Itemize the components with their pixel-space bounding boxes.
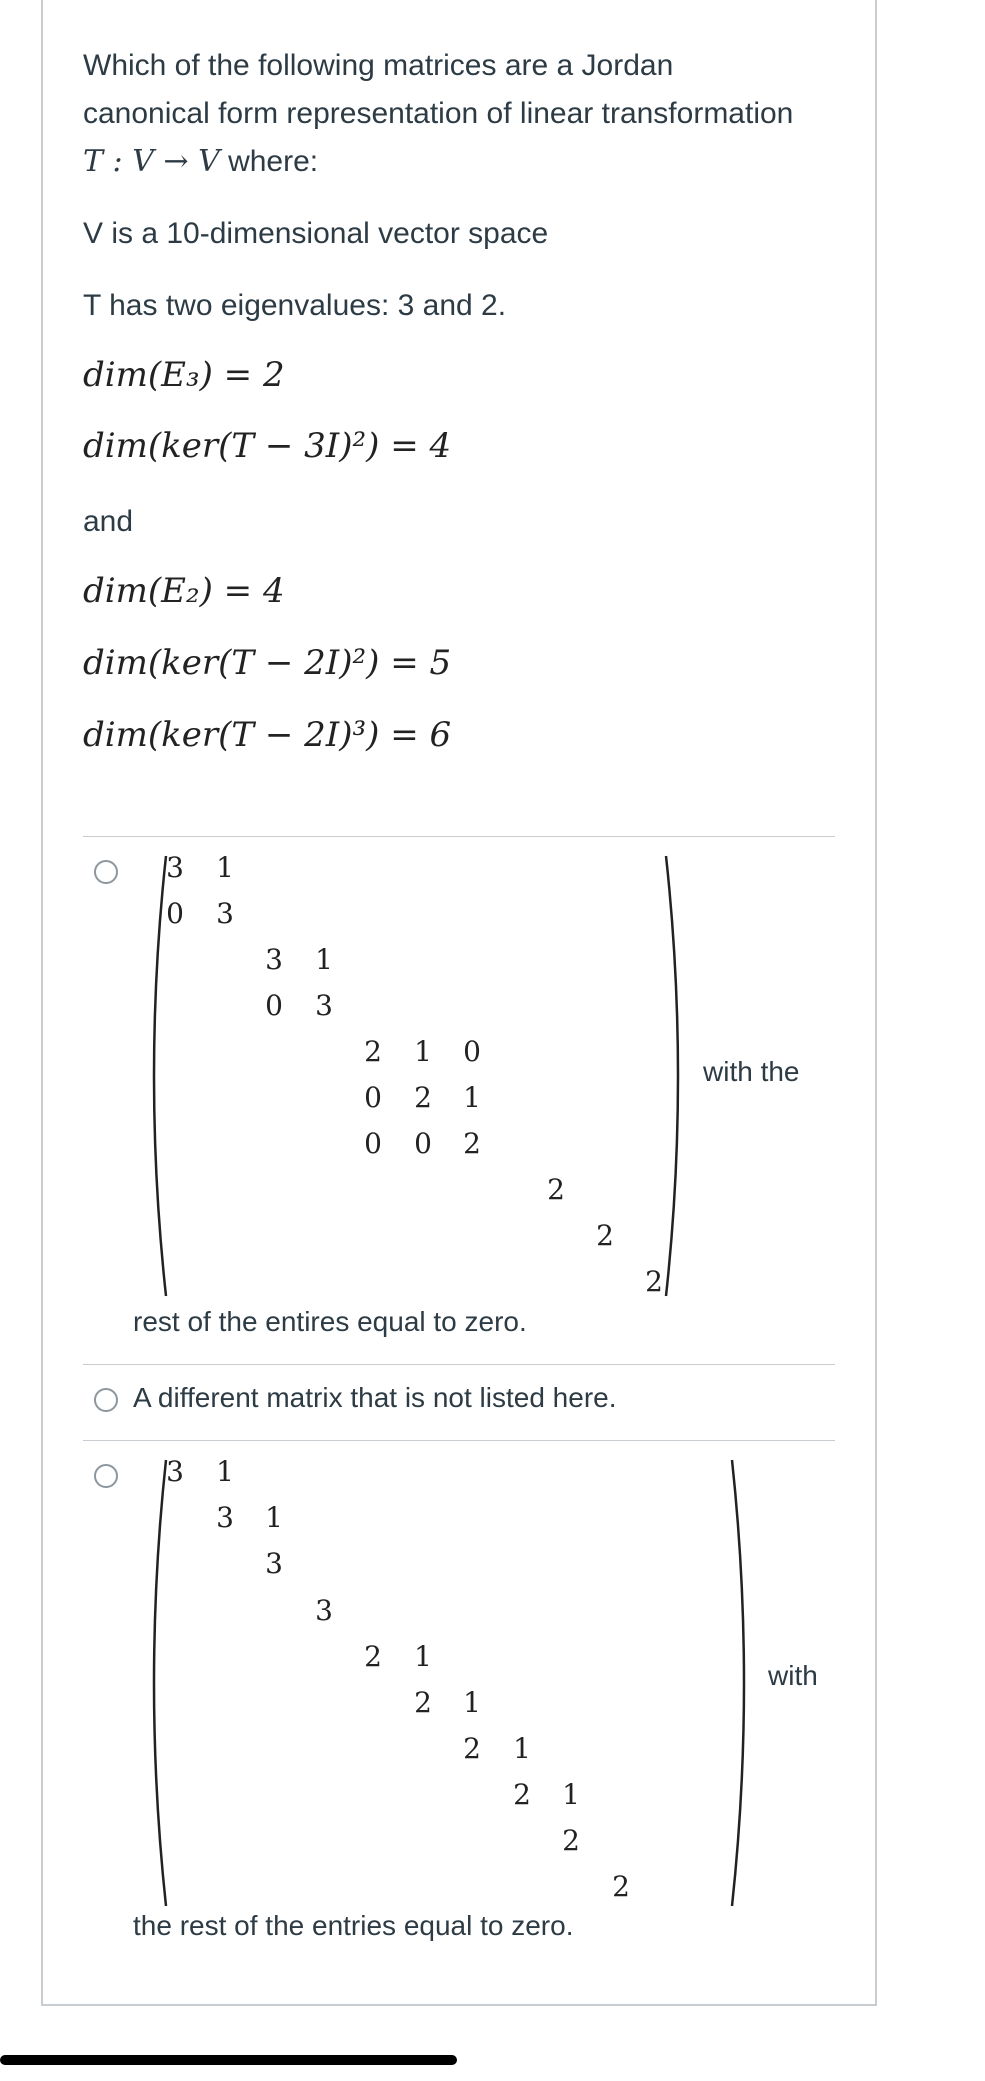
matrix-entry: 2 [463, 1127, 481, 1160]
matrix-entry: 1 [216, 1455, 234, 1488]
matrix-entry: 1 [265, 1501, 283, 1534]
equation-ker-2-sq: dim(ker(T − 2I)²) = 5 [83, 643, 452, 683]
matrix-entry: 2 [414, 1081, 432, 1114]
matrix-entry: 3 [265, 943, 283, 976]
divider [83, 836, 835, 837]
matrix-entry: 0 [364, 1127, 382, 1160]
option-3-caption: the rest of the entries equal to zero. [133, 1910, 574, 1941]
eigenvalue-statement: T has two eigenvalues: 3 and 2. [83, 289, 507, 322]
equation-dim-e2: dim(E₂) = 4 [83, 571, 285, 611]
matrix-entry: 2 [596, 1219, 614, 1252]
matrix-entry: 0 [265, 989, 283, 1022]
matrix-entry: 3 [315, 1594, 333, 1627]
matrix-entry: 0 [414, 1127, 432, 1160]
question-intro: Which of the following matrices are a Jordan canonical form representation of linear transformation [83, 49, 794, 130]
home-indicator [0, 2055, 457, 2065]
equation-ker-3: dim(ker(T − 3I)²) = 4 [83, 426, 452, 466]
matrix-entry: 2 [414, 1686, 432, 1719]
matrix-entry: 3 [166, 851, 184, 884]
radio-button-option-2[interactable] [94, 1388, 118, 1412]
matrix-entry: 0 [166, 897, 184, 930]
matrix-entry: 1 [463, 1081, 481, 1114]
matrix-entry: 0 [364, 1081, 382, 1114]
matrix-entry: 1 [315, 943, 333, 976]
equation-ker-2-cube: dim(ker(T − 2I)³) = 6 [83, 715, 452, 755]
equation-dim-e3: dim(E₃) = 2 [83, 355, 285, 395]
matrix-entry: 1 [216, 851, 234, 884]
matrix-entry: 2 [562, 1824, 580, 1857]
matrix-entry: 3 [315, 989, 333, 1022]
question-intro-end: where: [228, 145, 319, 178]
matrix-entry: 2 [547, 1173, 565, 1206]
matrix-entry: 2 [364, 1640, 382, 1673]
matrix-entry: 3 [265, 1547, 283, 1580]
option-2-label: A different matrix that is not listed here. [133, 1382, 617, 1413]
question-prompt [83, 42, 803, 186]
matrix-entry: 3 [216, 897, 234, 930]
option-1-caption: rest of the entires equal to zero. [133, 1306, 527, 1337]
right-paren-icon [662, 852, 692, 1300]
option-3-suffix: with [768, 1660, 818, 1691]
question-intro-math: T : V → V [83, 144, 220, 179]
matrix-entry: 1 [513, 1732, 531, 1765]
and-text: and [83, 505, 134, 538]
matrix-entry: 1 [463, 1686, 481, 1719]
right-paren-icon [728, 1456, 758, 1910]
matrix-entry: 0 [463, 1035, 481, 1068]
divider [83, 1364, 835, 1365]
matrix-entry: 1 [414, 1035, 432, 1068]
radio-button-option-3[interactable] [94, 1464, 118, 1488]
matrix-entry: 2 [463, 1732, 481, 1765]
matrix-entry: 2 [513, 1778, 531, 1811]
left-paren-icon [140, 1456, 170, 1910]
dimension-statement: V is a 10-dimensional vector space [83, 217, 549, 250]
matrix-entry: 3 [166, 1455, 184, 1488]
option-1-suffix: with the [703, 1056, 800, 1087]
radio-button-option-1[interactable] [94, 860, 118, 884]
matrix-entry: 2 [364, 1035, 382, 1068]
matrix-entry: 2 [612, 1870, 630, 1903]
matrix-entry: 2 [645, 1265, 663, 1298]
matrix-entry: 1 [414, 1640, 432, 1673]
matrix-entry: 3 [216, 1501, 234, 1534]
matrix-entry: 1 [562, 1778, 580, 1811]
divider [83, 1440, 835, 1441]
